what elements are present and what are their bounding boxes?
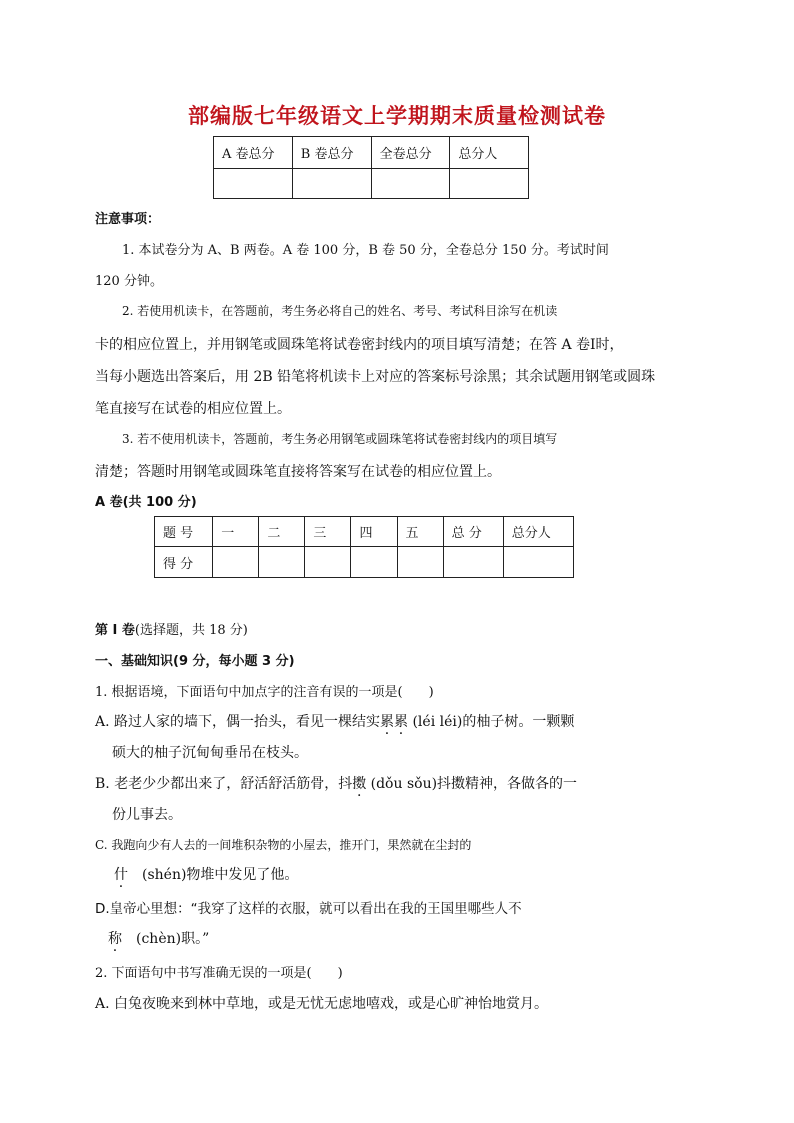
score-cell — [371, 169, 450, 199]
emphasis-char: 累 — [380, 714, 395, 730]
table-header-cell: 题 号 — [155, 517, 213, 547]
score-cell — [397, 547, 443, 578]
score-cell — [443, 547, 503, 578]
question-1-option-a-cont: 硕大的柚子沉甸甸垂吊在枝头。 — [112, 745, 308, 761]
emphasis-char: 称 — [108, 931, 122, 947]
part1-subheading: 一、基础知识(9 分，每小题 3 分) — [95, 654, 295, 669]
question-1-option-d: D.皇帝心里想：“我穿了这样的衣服，就可以看出在我的王国里哪些人不 — [95, 901, 522, 917]
score-cell — [503, 547, 573, 578]
notice-item-1-cont: 120 分钟。 — [95, 274, 163, 289]
part1-heading — [95, 619, 248, 638]
part1-heading-rest: (选择题，共 18 分) — [134, 623, 248, 638]
document-title: 部编版七年级语文上学期期末质量检测试卷 — [188, 104, 606, 128]
question-1-stem: 1. 根据语境，下面语句中加点字的注音有误的一项是( ) — [95, 685, 434, 700]
table-row — [214, 137, 529, 169]
notice-item-2-cont: 笔直接写在试卷的相应位置上。 — [95, 401, 291, 417]
notice-item-2-cont: 卡的相应位置上，并用钢笔或圆珠笔将试卷密封线内的项目填写清楚；在答 A 卷Ⅰ时， — [95, 337, 624, 353]
part1-heading-bold: 第 I 卷 — [95, 623, 135, 638]
table-row — [155, 547, 574, 578]
table-header-cell: 二 — [259, 517, 305, 547]
table-header-cell: 总分人 — [450, 137, 529, 169]
table-header-cell: 五 — [397, 517, 443, 547]
option-text: (dǒu sǒu)抖擞精神，各做各的一 — [366, 776, 578, 792]
option-text: (shén)物堆中发见了他。 — [128, 867, 299, 883]
question-1-option-b — [95, 773, 577, 793]
table-header-cell: 全卷总分 — [371, 137, 450, 169]
score-cell — [214, 169, 293, 199]
score-cell — [213, 547, 259, 578]
table-header-cell: 总分人 — [503, 517, 573, 547]
table-header-cell: 一 — [213, 517, 259, 547]
question-2-stem: 2. 下面语句中书写准确无误的一项是( ) — [95, 966, 343, 981]
notice-item-2: 2. 若使用机读卡，在答题前，考生务必将自己的姓名、考号、考试科目涂写在机读 — [122, 304, 558, 318]
score-cell — [351, 547, 397, 578]
question-1-option-d-cont — [108, 928, 209, 948]
score-cell — [305, 547, 351, 578]
notice-item-2-cont: 当每小题选出答案后，用 2B 铅笔将机读卡上对应的答案标号涂黑；其余试题用钢笔或圆珠 — [95, 369, 656, 385]
table-row — [214, 169, 529, 199]
table-header-cell: 总 分 — [443, 517, 503, 547]
emphasis-char: 什 — [114, 867, 128, 883]
question-1-option-c: C. 我跑向少有人去的一间堆积杂物的小屋去，推开门，果然就在尘封的 — [95, 838, 472, 852]
table-header-cell: 四 — [351, 517, 397, 547]
question-1-option-c-cont — [114, 864, 298, 884]
table-header-cell: A 卷总分 — [214, 137, 293, 169]
section-a-score-table — [154, 516, 574, 578]
question-1-option-a — [95, 711, 574, 731]
notice-item-1: 1. 本试卷分为 A、B 两卷。A 卷 100 分，B 卷 50 分，全卷总分 150 分。考试时间 — [122, 243, 609, 258]
section-a-heading: A 卷(共 100 分) — [95, 495, 197, 510]
question-1-option-b-cont: 份儿事去。 — [112, 807, 182, 823]
score-cell — [259, 547, 305, 578]
table-row — [155, 517, 574, 547]
score-cell — [450, 169, 529, 199]
emphasis-char: 擞 — [352, 776, 367, 792]
table-header-cell: 三 — [305, 517, 351, 547]
question-2-option-a: A. 白兔夜晚来到林中草地，或是无忧无虑地嘻戏，或是心旷神怡地赏月。 — [95, 996, 549, 1012]
option-text: A. 路过人家的墙下，偶一抬头，看见一棵结实 — [95, 714, 381, 730]
notice-heading: 注意事项： — [95, 212, 161, 227]
score-summary-table — [213, 136, 529, 199]
table-row-label: 得 分 — [155, 547, 213, 578]
score-cell — [292, 169, 371, 199]
notice-item-3: 3. 若不使用机读卡，答题前，考生务必用钢笔或圆珠笔将试卷密封线内的项目填写 — [122, 432, 558, 446]
option-text: B. 老老少少都出来了，舒活舒活筋骨，抖 — [95, 776, 353, 792]
emphasis-char: 累 — [394, 714, 409, 730]
notice-item-3-cont: 清楚；答题时用钢笔或圆珠笔直接将答案写在试卷的相应位置上。 — [95, 464, 501, 480]
option-text: (chèn)职。” — [122, 931, 210, 947]
option-text: (léi léi)的柚子树。一颗颗 — [408, 714, 575, 730]
table-header-cell: B 卷总分 — [292, 137, 371, 169]
